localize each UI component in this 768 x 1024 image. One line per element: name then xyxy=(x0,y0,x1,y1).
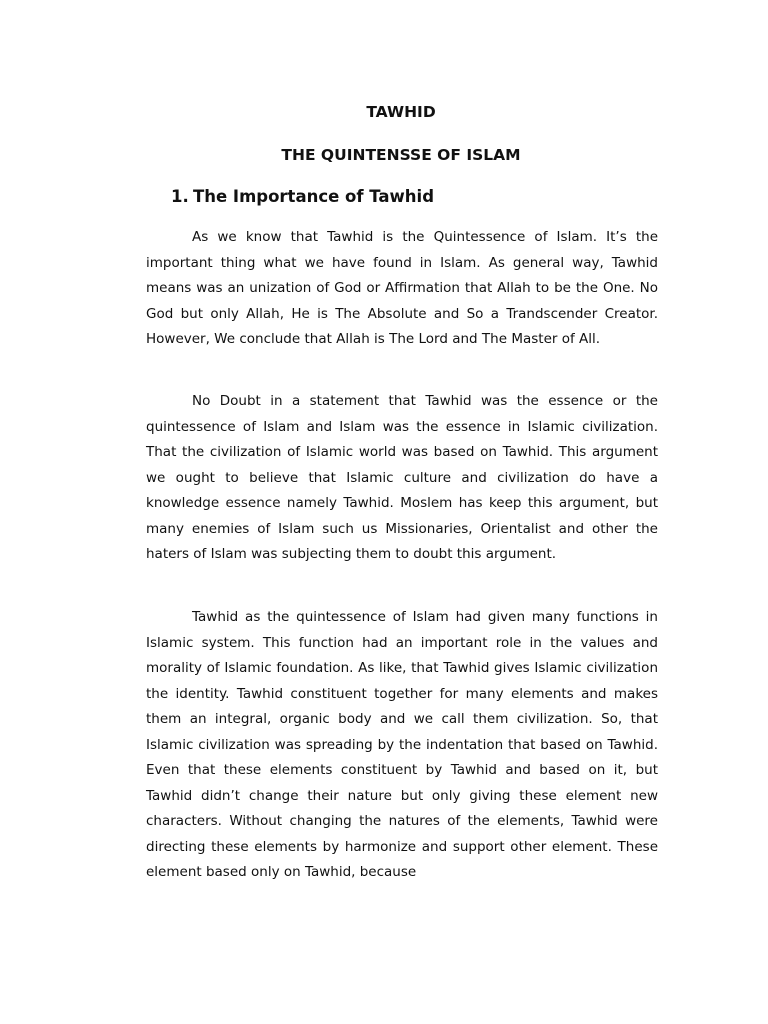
paragraph-1: As we know that Tawhid is the Quintessence of Islam. It’s the important thing what we have found in Islam. As general way, Tawhid means was an unization of God or Affirmation that Allah to be the One. No God but only Allah, He is The Absolute and So a Trandscender Creator. However, We conclude that Allah is The Lord and The Master of All. xyxy=(146,229,658,347)
document-subtitle: THE QUINTENSSE OF ISLAM xyxy=(281,146,521,164)
paragraph-2: No Doubt in a statement that Tawhid was the essence or the quintessence of Islam and Islam was the essence in Islamic civilization. That the civilization of Islamic world was based on Tawhid. This argument we ought to believe that Islamic culture and civilization do have a knowledge essence namely Tawhid. Moslem has keep this argument, but many enemies of Islam such us Missionaries, Orientalist and other the haters of Islam was subjecting them to doubt this argument. xyxy=(146,393,658,562)
document-title: TAWHID xyxy=(366,103,436,121)
section-number: 1. xyxy=(171,187,189,206)
paragraph-3: Tawhid as the quintessence of Islam had given many functions in Islamic system. This function had an important role in the values and morality of Islamic foundation. As like, that Tawhid gives Islamic civilization the identity. Tawhid constituent together for many elements and makes them an integral, organic body and we call them civilization. So, that Islamic civilization was spreading by the indentation that based on Tawhid. Even that these elements constituent by Tawhid and based on it, but Tawhid didn’t change their nature but only giving these element new characters. Without changing the natures of the elements, Tawhid were directing these elements by harmonize and support other element. These element based only on Tawhid, because xyxy=(146,609,658,880)
section-heading-text: The Importance of Tawhid xyxy=(193,187,435,206)
